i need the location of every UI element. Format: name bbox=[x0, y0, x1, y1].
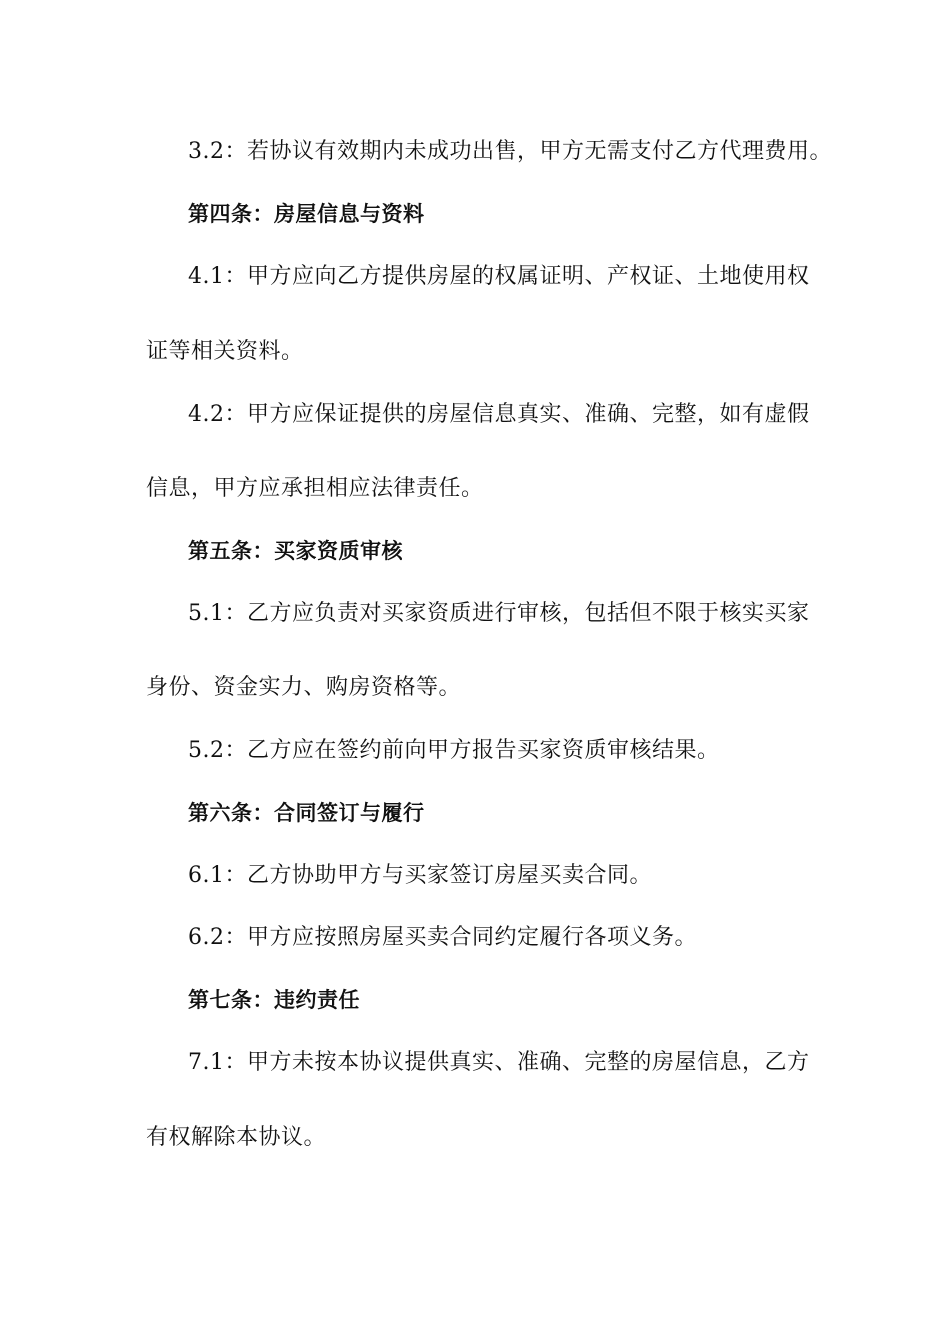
clause-4-2-line2: 信息，甲方应承担相应法律责任。 bbox=[146, 476, 484, 501]
article-6-heading: 第六条：合同签订与履行 bbox=[188, 801, 425, 825]
clause-6-2: 6.2：甲方应按照房屋买卖合同约定履行各项义务。 bbox=[188, 925, 697, 950]
clause-7-1-line2: 有权解除本协议。 bbox=[146, 1125, 327, 1150]
clause-4-1-line2: 证等相关资料。 bbox=[146, 339, 304, 364]
clause-5-1-line2: 身份、资金实力、购房资格等。 bbox=[146, 675, 462, 700]
clause-4-1-line1: 4.1：甲方应向乙方提供房屋的权属证明、产权证、土地使用权 bbox=[188, 264, 810, 289]
article-5-heading: 第五条：买家资质审核 bbox=[188, 539, 403, 563]
clause-7-1-line1: 7.1：甲方未按本协议提供真实、准确、完整的房屋信息，乙方 bbox=[188, 1050, 810, 1075]
article-4-heading: 第四条：房屋信息与资料 bbox=[188, 202, 425, 226]
clause-4-2-line1: 4.2：甲方应保证提供的房屋信息真实、准确、完整，如有虚假 bbox=[188, 402, 810, 427]
clause-6-1: 6.1：乙方协助甲方与买家签订房屋买卖合同。 bbox=[188, 863, 652, 888]
clause-3-2: 3.2：若协议有效期内未成功出售，甲方无需支付乙方代理费用。 bbox=[188, 139, 832, 164]
clause-5-1-line1: 5.1：乙方应负责对买家资质进行审核，包括但不限于核实买家 bbox=[188, 601, 810, 626]
clause-5-2: 5.2：乙方应在签约前向甲方报告买家资质审核结果。 bbox=[188, 738, 720, 763]
article-7-heading: 第七条：违约责任 bbox=[188, 988, 360, 1012]
